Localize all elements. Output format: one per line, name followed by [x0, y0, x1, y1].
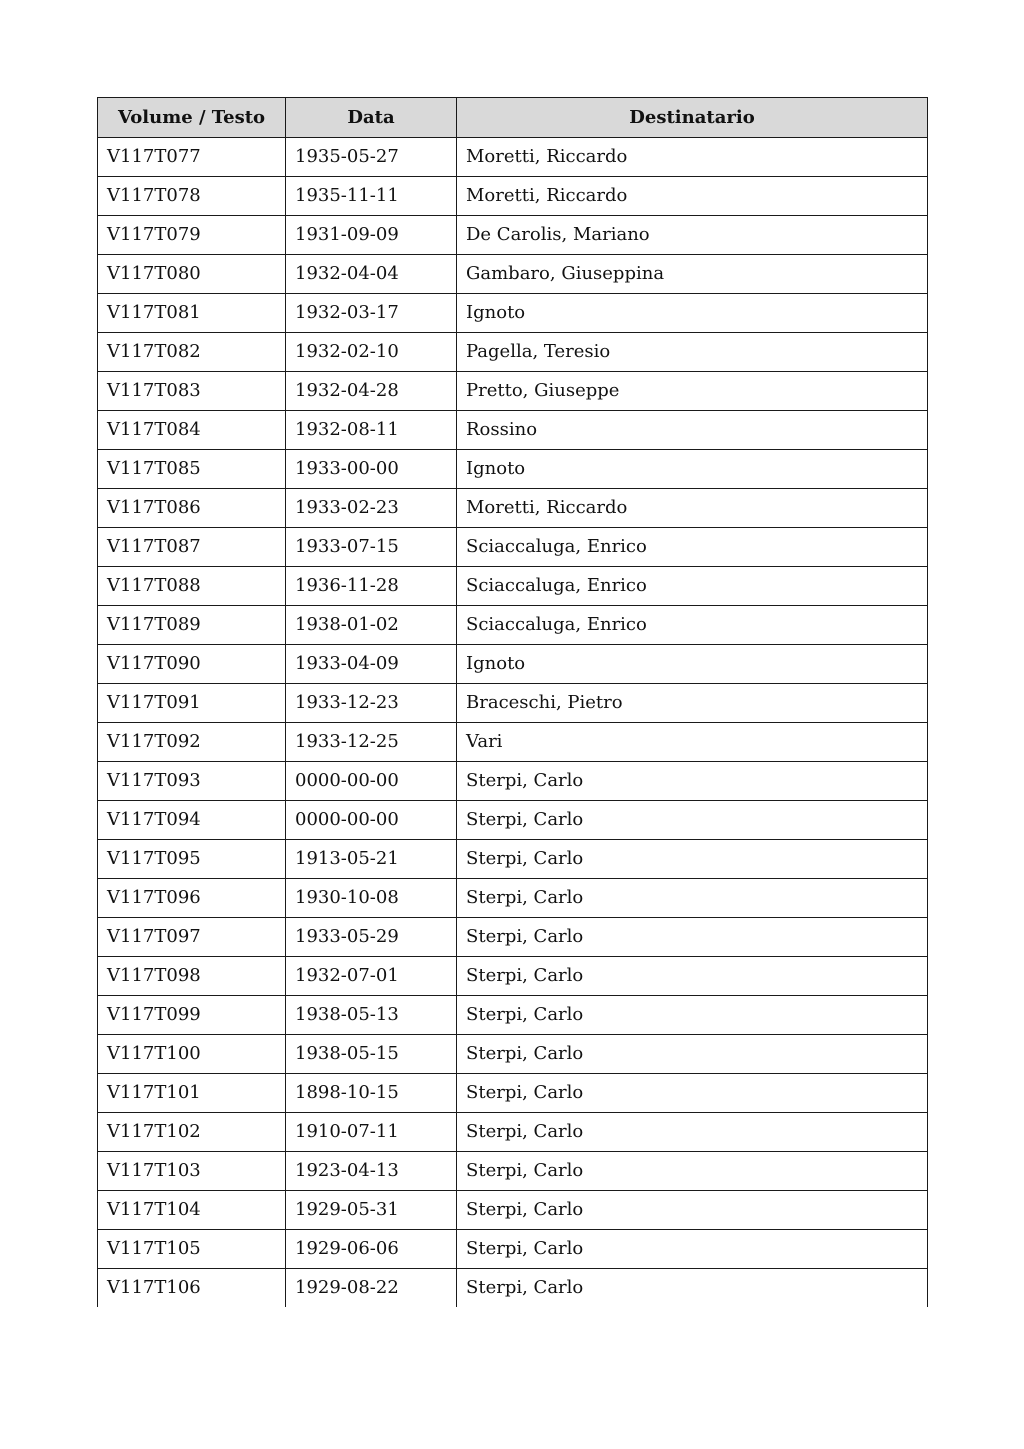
cell-volume-testo: V117T083: [98, 372, 286, 411]
cell-destinatario: Moretti, Riccardo: [457, 138, 928, 177]
cell-destinatario: Sterpi, Carlo: [457, 1269, 928, 1308]
cell-data: 1932-02-10: [286, 333, 457, 372]
cell-volume-testo: V117T080: [98, 255, 286, 294]
cell-data: 1932-08-11: [286, 411, 457, 450]
cell-data: 1910-07-11: [286, 1113, 457, 1152]
table-row: [98, 1269, 928, 1308]
cell-destinatario: Sterpi, Carlo: [457, 918, 928, 957]
cell-volume-testo: V117T077: [98, 138, 286, 177]
cell-destinatario: Ignoto: [457, 645, 928, 684]
cell-volume-testo: V117T081: [98, 294, 286, 333]
letters-table: [97, 97, 928, 1307]
table-row: [98, 255, 928, 294]
cell-volume-testo: V117T082: [98, 333, 286, 372]
cell-data: 1929-08-22: [286, 1269, 457, 1308]
table-row: [98, 138, 928, 177]
cell-volume-testo: V117T099: [98, 996, 286, 1035]
cell-volume-testo: V117T084: [98, 411, 286, 450]
table-row: [98, 411, 928, 450]
cell-data: 1933-05-29: [286, 918, 457, 957]
table-row: [98, 1035, 928, 1074]
cell-destinatario: Sterpi, Carlo: [457, 1035, 928, 1074]
table-row: [98, 840, 928, 879]
table-header: [98, 98, 928, 138]
cell-data: 0000-00-00: [286, 801, 457, 840]
cell-volume-testo: V117T103: [98, 1152, 286, 1191]
cell-destinatario: Sciaccaluga, Enrico: [457, 567, 928, 606]
cell-data: 1929-06-06: [286, 1230, 457, 1269]
cell-data: 1931-09-09: [286, 216, 457, 255]
cell-data: 1932-07-01: [286, 957, 457, 996]
cell-data: 1935-05-27: [286, 138, 457, 177]
cell-volume-testo: V117T098: [98, 957, 286, 996]
cell-destinatario: Sciaccaluga, Enrico: [457, 528, 928, 567]
cell-destinatario: De Carolis, Mariano: [457, 216, 928, 255]
cell-destinatario: Sterpi, Carlo: [457, 996, 928, 1035]
cell-volume-testo: V117T096: [98, 879, 286, 918]
cell-data: 1933-00-00: [286, 450, 457, 489]
table-row: [98, 723, 928, 762]
table-row: [98, 645, 928, 684]
table-row: [98, 879, 928, 918]
cell-data: 1936-11-28: [286, 567, 457, 606]
cell-destinatario: Ignoto: [457, 450, 928, 489]
cell-volume-testo: V117T094: [98, 801, 286, 840]
cell-destinatario: Pagella, Teresio: [457, 333, 928, 372]
cell-destinatario: Sterpi, Carlo: [457, 840, 928, 879]
cell-volume-testo: V117T105: [98, 1230, 286, 1269]
cell-data: 0000-00-00: [286, 762, 457, 801]
cell-volume-testo: V117T100: [98, 1035, 286, 1074]
cell-destinatario: Sterpi, Carlo: [457, 762, 928, 801]
cell-destinatario: Sterpi, Carlo: [457, 957, 928, 996]
cell-data: 1933-07-15: [286, 528, 457, 567]
cell-data: 1923-04-13: [286, 1152, 457, 1191]
cell-destinatario: Pretto, Giuseppe: [457, 372, 928, 411]
cell-volume-testo: V117T079: [98, 216, 286, 255]
table-row: [98, 1074, 928, 1113]
cell-volume-testo: V117T085: [98, 450, 286, 489]
cell-destinatario: Sterpi, Carlo: [457, 1113, 928, 1152]
cell-volume-testo: V117T101: [98, 1074, 286, 1113]
cell-destinatario: Sciaccaluga, Enrico: [457, 606, 928, 645]
cell-data: 1938-01-02: [286, 606, 457, 645]
cell-data: 1932-03-17: [286, 294, 457, 333]
cell-data: 1933-12-23: [286, 684, 457, 723]
cell-volume-testo: V117T104: [98, 1191, 286, 1230]
cell-data: 1930-10-08: [286, 879, 457, 918]
cell-volume-testo: V117T097: [98, 918, 286, 957]
cell-destinatario: Ignoto: [457, 294, 928, 333]
table-body: [98, 138, 928, 1308]
cell-destinatario: Moretti, Riccardo: [457, 489, 928, 528]
cell-volume-testo: V117T102: [98, 1113, 286, 1152]
cell-volume-testo: V117T092: [98, 723, 286, 762]
cell-data: 1933-02-23: [286, 489, 457, 528]
cell-destinatario: Sterpi, Carlo: [457, 801, 928, 840]
table-row: [98, 1152, 928, 1191]
cell-data: 1938-05-15: [286, 1035, 457, 1074]
cell-volume-testo: V117T088: [98, 567, 286, 606]
cell-data: 1933-12-25: [286, 723, 457, 762]
table-row: [98, 801, 928, 840]
cell-volume-testo: V117T106: [98, 1269, 286, 1308]
cell-volume-testo: V117T093: [98, 762, 286, 801]
cell-destinatario: Gambaro, Giuseppina: [457, 255, 928, 294]
table-row: [98, 177, 928, 216]
cell-data: 1913-05-21: [286, 840, 457, 879]
table-row: [98, 684, 928, 723]
table-row: [98, 606, 928, 645]
cell-data: 1933-04-09: [286, 645, 457, 684]
table-row: [98, 918, 928, 957]
table-row: [98, 450, 928, 489]
cell-destinatario: Vari: [457, 723, 928, 762]
table-row: [98, 1113, 928, 1152]
cell-data: 1938-05-13: [286, 996, 457, 1035]
table-row: [98, 957, 928, 996]
cell-data: 1929-05-31: [286, 1191, 457, 1230]
table-row: [98, 528, 928, 567]
cell-destinatario: Moretti, Riccardo: [457, 177, 928, 216]
cell-volume-testo: V117T078: [98, 177, 286, 216]
cell-volume-testo: V117T091: [98, 684, 286, 723]
table-row: [98, 372, 928, 411]
cell-data: 1932-04-04: [286, 255, 457, 294]
column-header-data: Data: [286, 98, 457, 138]
cell-destinatario: Sterpi, Carlo: [457, 1191, 928, 1230]
cell-destinatario: Braceschi, Pietro: [457, 684, 928, 723]
table-row: [98, 996, 928, 1035]
cell-volume-testo: V117T087: [98, 528, 286, 567]
table-header-row: [98, 98, 928, 138]
column-header-volume-testo: Volume / Testo: [98, 98, 286, 138]
cell-data: 1932-04-28: [286, 372, 457, 411]
table-row: [98, 333, 928, 372]
cell-destinatario: Sterpi, Carlo: [457, 1074, 928, 1113]
table-row: [98, 762, 928, 801]
cell-volume-testo: V117T095: [98, 840, 286, 879]
column-header-destinatario: Destinatario: [457, 98, 928, 138]
cell-destinatario: Rossino: [457, 411, 928, 450]
cell-volume-testo: V117T086: [98, 489, 286, 528]
cell-data: 1898-10-15: [286, 1074, 457, 1113]
table-row: [98, 216, 928, 255]
cell-data: 1935-11-11: [286, 177, 457, 216]
table-row: [98, 1191, 928, 1230]
cell-destinatario: Sterpi, Carlo: [457, 1152, 928, 1191]
table-row: [98, 294, 928, 333]
cell-destinatario: Sterpi, Carlo: [457, 1230, 928, 1269]
table-row: [98, 1230, 928, 1269]
cell-volume-testo: V117T090: [98, 645, 286, 684]
cell-destinatario: Sterpi, Carlo: [457, 879, 928, 918]
table-row: [98, 489, 928, 528]
table-row: [98, 567, 928, 606]
cell-volume-testo: V117T089: [98, 606, 286, 645]
